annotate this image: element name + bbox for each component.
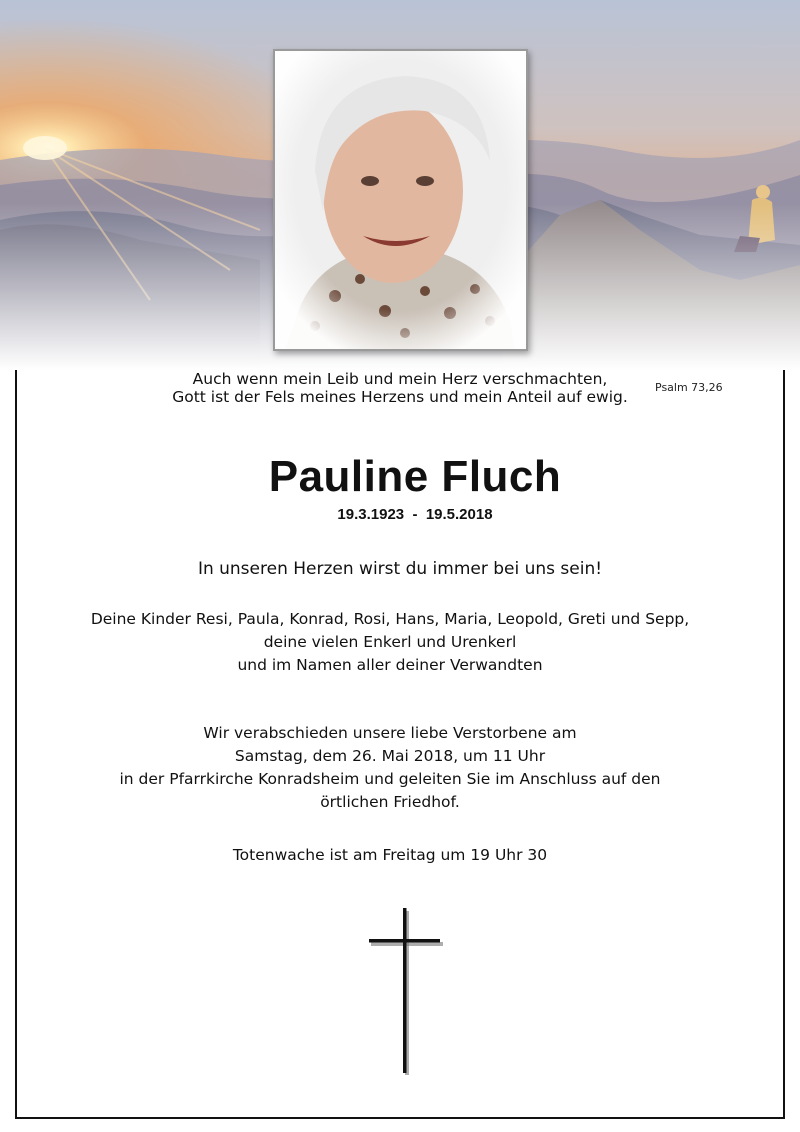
deceased-name: Pauline Fluch <box>268 452 562 501</box>
psalm-line-2: Gott ist der Fels meines Herzens und mein Anteil auf ewig. <box>172 388 628 406</box>
wake-notice: Totenwache ist am Freitag um 19 Uhr 30 <box>232 846 548 864</box>
life-dates: 19.3.1923 - 19.5.2018 <box>337 506 493 523</box>
mourners-block <box>0 608 780 677</box>
mourners-line: und im Namen aller deiner Verwandten <box>237 656 543 674</box>
deceased-portrait-photo <box>273 49 528 351</box>
funeral-line: Samstag, dem 26. Mai 2018, um 11 Uhr <box>234 747 546 765</box>
mourners-line: deine vielen Enkerl und Urenkerl <box>263 633 517 651</box>
mourners-line: Deine Kinder Resi, Paula, Konrad, Rosi, Hans, Maria, Leopold, Greti und Sepp, <box>90 610 690 628</box>
psalm-reference: Psalm 73,26 <box>655 381 723 394</box>
memorial-motto: In unseren Herzen wirst du immer bei uns sein! <box>197 559 603 579</box>
psalm-line-1: Auch wenn mein Leib und mein Herz verschmachten, <box>192 370 608 388</box>
funeral-line: örtlichen Friedhof. <box>320 793 460 811</box>
funeral-details-block <box>0 722 780 814</box>
funeral-line: in der Pfarrkirche Konradsheim und geleiten Sie im Anschluss auf den <box>119 770 661 788</box>
cross-icon <box>365 905 445 1075</box>
funeral-line: Wir verabschieden unsere liebe Verstorbene am <box>203 724 577 742</box>
